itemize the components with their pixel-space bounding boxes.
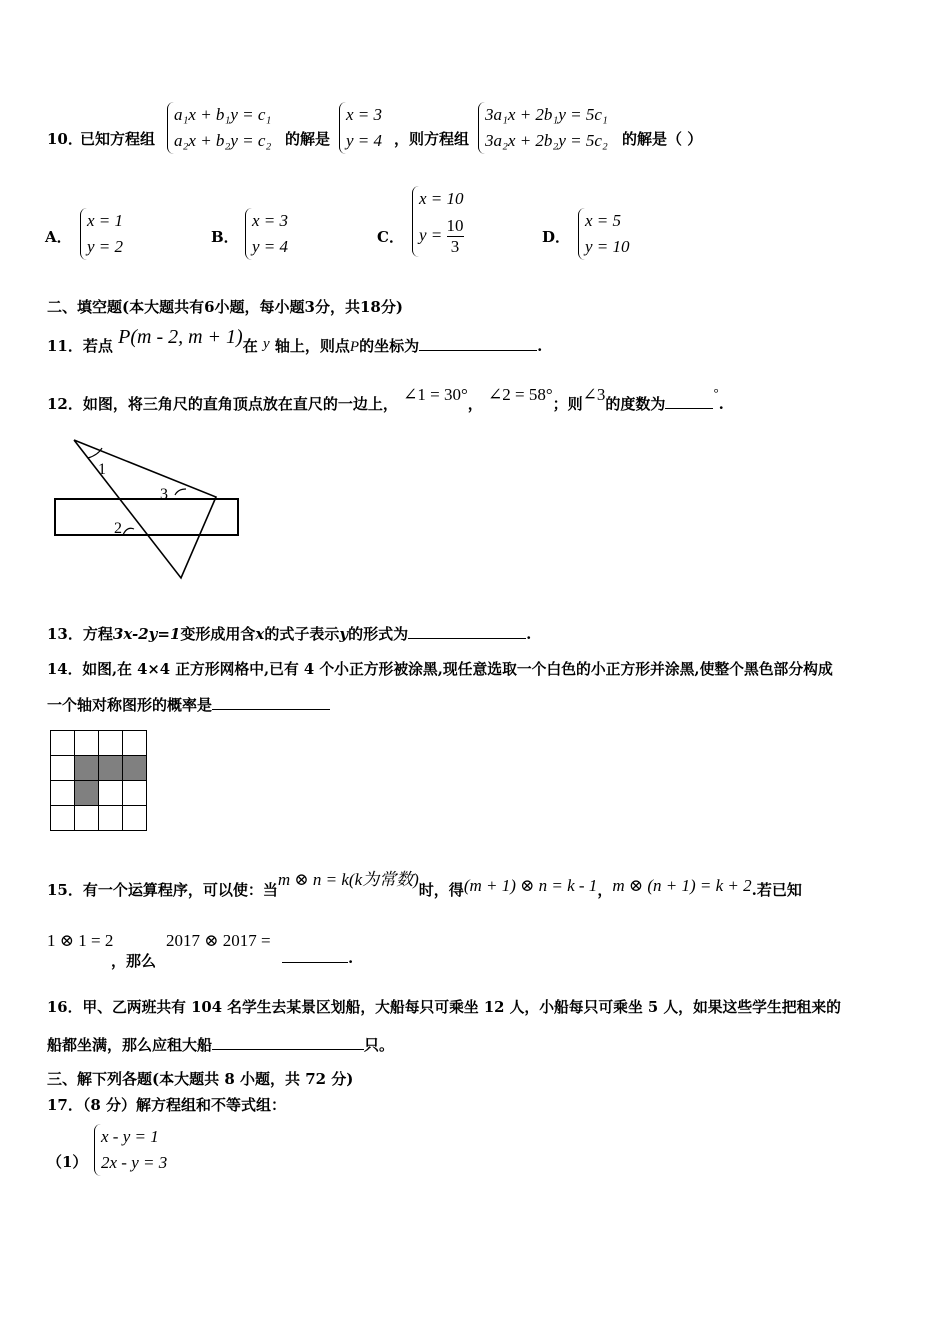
q15-text-3: .若已知: [751, 881, 802, 899]
section-3-heading: 三、解下列各题(本大题共 8 小题，共 72 分): [47, 1070, 354, 1088]
q12-angle-2: ∠2 = 58°: [488, 385, 553, 404]
q10-system-1-eq2: a₂x + b₂y = c₂: [174, 131, 272, 150]
q10-system-1-eq1: a₁x + b₁y = c₁: [174, 105, 272, 124]
q10-solution: [339, 102, 382, 154]
grid-cell: [99, 806, 123, 831]
q11-end: .: [537, 337, 543, 355]
q13-equation: 3x-2y=1: [112, 625, 181, 643]
grid-cell: [51, 756, 75, 781]
option-b: [245, 208, 288, 260]
q15-text-2: 时，得: [418, 881, 464, 899]
q14-line-2-text: 一个轴对称图形的概率是: [47, 696, 213, 714]
q12-answer-blank: [665, 408, 713, 409]
grid-cell-black: [75, 781, 99, 806]
ruler-rect: [55, 499, 238, 535]
option-c-numerator: 10: [446, 216, 464, 235]
q13-answer-blank: [408, 638, 526, 639]
option-c-fraction: [447, 216, 464, 257]
q15-formula-2: (m + 1) ⊗ n = k - 1: [463, 876, 598, 895]
q16-answer-blank: [212, 1049, 364, 1050]
angle-label-1: 1: [98, 461, 106, 478]
q11-answer-blank: [419, 350, 537, 351]
q11-text-1: 若点: [82, 337, 113, 355]
q10-system-2-eq2: 3a₂x + 2b₂y = 5c₂: [485, 131, 608, 150]
q16-line-2-text: 船都坐满，那么应租大船: [47, 1036, 213, 1054]
grid-cell-black: [123, 756, 147, 781]
q14-line-2: [47, 694, 330, 715]
grid-cell-black: [75, 756, 99, 781]
q15-formula-1: m ⊗ n = k(k为常数): [277, 870, 419, 889]
option-c-label: C．: [377, 228, 404, 246]
option-c: [412, 186, 464, 257]
q13-text-2: 变形成用含: [180, 625, 256, 643]
q13-number: 13．: [47, 625, 83, 643]
q11-number: 11．: [47, 337, 83, 355]
q15-text-4: ，那么: [111, 952, 157, 970]
q12-angle-1: ∠1 = 30°: [403, 385, 468, 404]
q15-comma: ，: [597, 881, 613, 899]
q16-line-1: 16．甲、乙两班共有 104 名学生去某景区划船，大船每只可乘坐 12 人，小船每只可乘坐 5 人，如果这些学生把租来的: [47, 999, 841, 1016]
option-c-x: x = 10: [419, 189, 464, 208]
grid-cell: [99, 731, 123, 756]
q17-system-eq1: x - y = 1: [101, 1127, 159, 1146]
grid-cell-black: [99, 756, 123, 781]
q11: [47, 326, 543, 357]
q12: [47, 385, 724, 414]
option-b-y: y = 4: [252, 237, 289, 256]
q15-line-2b: [166, 931, 271, 955]
section-2-heading: 二、填空题(本大题共有6小题，每小题3分，共18分): [47, 298, 403, 316]
q10-suffix: 的解是（ ）: [622, 130, 703, 148]
q12-comma: ，: [467, 395, 483, 413]
q12-number: 12．: [47, 395, 83, 413]
q15-end: .: [348, 949, 354, 967]
q10-number: 10．: [47, 130, 83, 148]
q13-end: .: [526, 625, 532, 643]
q16-line-2: [47, 1034, 394, 1055]
angle-1-arc: [88, 448, 102, 458]
option-d-label: D．: [542, 228, 571, 246]
q10-solution-x: x = 3: [346, 105, 383, 124]
q13: [47, 623, 531, 644]
q14-line-1: 14．如图,在 4×4 正方形网格中,已有 4 个小正方形被涂黑,现任意选取一个白色的小正方形并涂黑,使整个黑色部分构成: [47, 661, 833, 678]
q17-part-1-label: （1）: [47, 1153, 88, 1171]
grid-row: [51, 781, 147, 806]
q12-text-2: ；则: [552, 395, 583, 413]
q17-title: 17．（8 分）解方程组和不等式组：: [47, 1096, 287, 1114]
angle-2-arc: [123, 528, 134, 535]
option-c-y: y =: [419, 225, 443, 245]
angle-label-3: 3: [160, 486, 168, 503]
grid-row: [51, 756, 147, 781]
q15-formula-3: m ⊗ (n + 1) = k + 2: [612, 876, 752, 895]
q11-p: P: [349, 339, 360, 355]
grid-cell: [51, 731, 75, 756]
grid-cell: [123, 781, 147, 806]
q12-angle-3: ∠3: [582, 385, 606, 404]
q10-solution-y: y = 4: [346, 131, 383, 150]
q11-text-3: 轴上，则点: [274, 337, 350, 355]
q14-grid: [50, 730, 147, 831]
q15-line-1: [47, 870, 802, 900]
option-c-denominator: 3: [450, 237, 460, 256]
q13-y: y: [339, 625, 349, 643]
grid-row: [51, 731, 147, 756]
q17-system: [94, 1124, 167, 1176]
grid-cell: [51, 781, 75, 806]
angle-3-arc: [175, 489, 186, 495]
option-b-x: x = 3: [252, 211, 289, 230]
q11-text-4: 的坐标为: [359, 337, 420, 355]
grid-cell: [75, 806, 99, 831]
option-a-label: A．: [45, 228, 72, 246]
q15-formula-5: 2017 ⊗ 2017 =: [166, 931, 271, 950]
grid-row: [51, 806, 147, 831]
q10-system-2: [478, 102, 608, 154]
q12-end: .: [718, 395, 724, 413]
q15-blank-row: [282, 949, 353, 967]
q12-text-1: 如图，将三角尺的直角顶点放在直尺的一边上，: [82, 395, 398, 413]
grid-cell: [123, 806, 147, 831]
grid-cell: [51, 806, 75, 831]
grid-cell: [99, 781, 123, 806]
q13-text-3: 的式子表示: [264, 625, 340, 643]
q11-text-2: 在: [242, 337, 258, 355]
q10-mid1: 的解是: [285, 130, 331, 148]
q15-number: 15．: [47, 881, 83, 899]
q13-x: x: [255, 625, 265, 643]
q15-text-1: 有一个运算程序，可以使：当: [82, 881, 278, 899]
option-d: [578, 208, 630, 260]
q16-line-2-end: 只。: [364, 1036, 395, 1054]
q10-prefix: 已知方程组: [80, 130, 156, 148]
q13-text-4: 的形式为: [348, 625, 409, 643]
angle-label-2: 2: [114, 520, 122, 537]
q11-point: P(m - 2, m + 1): [118, 326, 243, 348]
option-b-label: B．: [211, 228, 239, 246]
q12-text-3: 的度数为: [605, 395, 666, 413]
q13-text-1: 方程: [82, 625, 113, 643]
option-d-y: y = 10: [585, 237, 630, 256]
grid-cell: [123, 731, 147, 756]
option-d-x: x = 5: [585, 211, 622, 230]
q11-y: y: [262, 336, 270, 352]
q12-figure: [50, 433, 250, 583]
q14-answer-blank: [212, 709, 330, 710]
q17-system-eq2: 2x - y = 3: [101, 1153, 168, 1172]
grid-cell: [75, 731, 99, 756]
q10-system-2-eq1: 3a₁x + 2b₁y = 5c₁: [485, 105, 608, 124]
option-c-y-row: [419, 216, 464, 257]
option-a-y: y = 2: [87, 237, 124, 256]
q12-degree: °: [713, 385, 719, 400]
q10-system-1: [167, 102, 271, 154]
triangle: [74, 440, 216, 578]
option-a-x: x = 1: [87, 211, 124, 230]
q10-mid2: ，则方程组: [394, 130, 470, 148]
q15-line-2: [47, 931, 114, 955]
option-a: [80, 208, 123, 260]
q15-answer-blank: [282, 962, 348, 963]
q15-formula-4: 1 ⊗ 1 = 2: [47, 931, 114, 950]
